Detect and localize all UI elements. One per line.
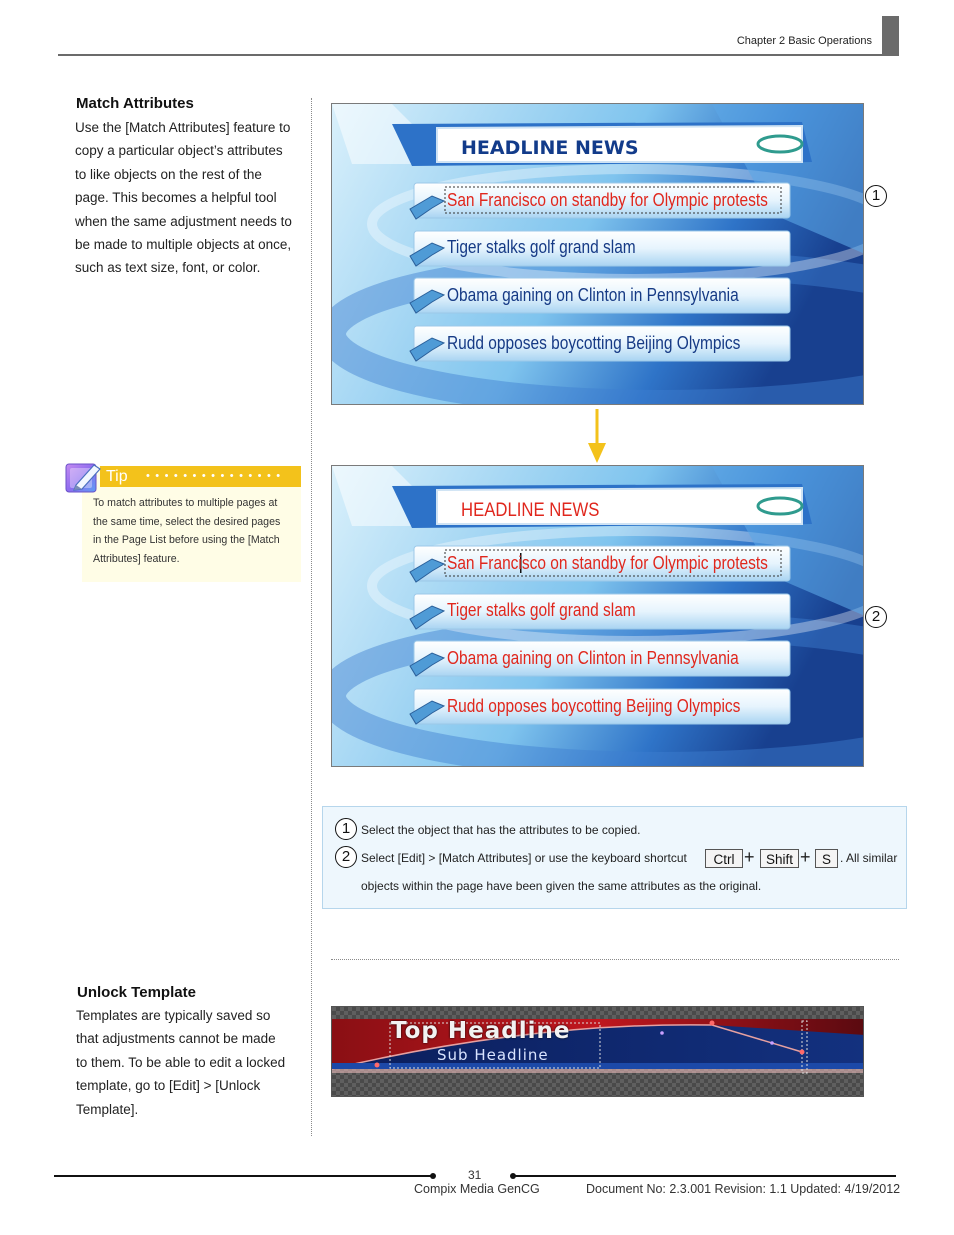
tip-line: the same time, select the desired pages (93, 515, 281, 528)
headline-row: San Francisco on standby for Olympic protests (447, 190, 768, 210)
ctrl-key: Ctrl (705, 849, 743, 868)
body-line: copy a particular object’s attributes (75, 143, 283, 159)
callout-1: 1 (865, 185, 887, 207)
body-line: to them. To be able to edit a locked (76, 1054, 286, 1070)
chapter-title: Chapter 2 Basic Operations (736, 35, 872, 47)
tip-label: Tip (106, 468, 128, 485)
down-arrow-icon (587, 409, 607, 470)
header-tab-block (882, 16, 899, 56)
tip-line: To match attributes to multiple pages at (93, 497, 278, 509)
top-headline-template-screenshot (331, 1006, 864, 1097)
product-name: Compix Media GenCG (414, 1182, 540, 1196)
match-attributes-heading: Match Attributes (76, 95, 194, 112)
column-divider (311, 98, 312, 1136)
footer-dot (430, 1173, 436, 1179)
headline-row: Rudd opposes boycotting Beijing Olympics (447, 333, 741, 353)
banner-top-headline: Top Headline (391, 1018, 571, 1044)
header-rule (58, 54, 882, 56)
plus-sign: + (800, 847, 811, 867)
pencil-note-icon (64, 459, 104, 495)
step-2-marker: 2 (335, 846, 357, 868)
step-1-marker: 1 (335, 818, 357, 840)
tip-line: Attributes] feature. (93, 553, 180, 566)
body-line: Template]. (76, 1101, 139, 1117)
step-1-text: Select the object that has the attributes to be copied. (361, 823, 641, 837)
footer-rule-right (514, 1175, 896, 1177)
headline-row: San Francisco on standby for Olympic protests (447, 553, 768, 573)
banner-sub-headline: Sub Headline (437, 1046, 549, 1064)
unlock-template-heading: Unlock Template (77, 984, 196, 1001)
body-line: be made to multiple objects at once, (75, 237, 292, 253)
body-line: template, go to [Edit] > [Unlock (76, 1078, 261, 1094)
headline-row: Obama gaining on Clinton in Pennsylvania (447, 285, 739, 305)
body-line: Templates are typically saved so (76, 1008, 271, 1023)
headline-news-screenshot-after (331, 465, 864, 767)
plus-sign: + (744, 847, 755, 867)
headline-row: Rudd opposes boycotting Beijing Olympics (447, 696, 741, 716)
tip-line: in the Page List before using the [Match (93, 534, 280, 547)
body-line: Use the [Match Attributes] feature to (75, 120, 291, 135)
headline-row: Obama gaining on Clinton in Pennsylvania (447, 648, 739, 668)
match-attributes-body (75, 116, 310, 280)
headline-row: Tiger stalks golf grand slam (447, 600, 636, 620)
document-info: Document No: 2.3.001 Revision: 1.1 Updated: 4/19/2012 (586, 1182, 901, 1196)
step-2-text-suffix: . All similar (840, 851, 898, 865)
page-number: 31 (468, 1168, 482, 1182)
unlock-template-body (76, 1004, 308, 1121)
body-line: such as text size, font, or color. (75, 260, 261, 276)
tip-dots-decoration: • • • • • • • • • • • • • • • (146, 470, 282, 482)
body-line: page. This becomes a helpful tool (75, 190, 277, 206)
panel-title: HEADLINE NEWS (461, 500, 600, 521)
body-line: to like objects on the rest of the (75, 166, 262, 182)
footer-rule-left (54, 1175, 432, 1177)
tip-body (93, 494, 295, 569)
step-2-text-continued: objects within the page have been given the same attributes as the original. (361, 879, 762, 893)
panel-title: HEADLINE NEWS (461, 137, 639, 159)
step-2-text: Select [Edit] > [Match Attributes] or use the keyboard shortcut (361, 851, 687, 865)
headline-news-screenshot-before (331, 103, 864, 405)
body-line: that adjustments cannot be made (76, 1031, 276, 1047)
callout-2: 2 (865, 606, 887, 628)
section-separator (331, 959, 899, 960)
body-line: when the same adjustment needs to (75, 213, 292, 229)
shift-key: Shift (760, 849, 799, 868)
headline-row: Tiger stalks golf grand slam (447, 237, 636, 257)
s-key: S (815, 849, 838, 868)
